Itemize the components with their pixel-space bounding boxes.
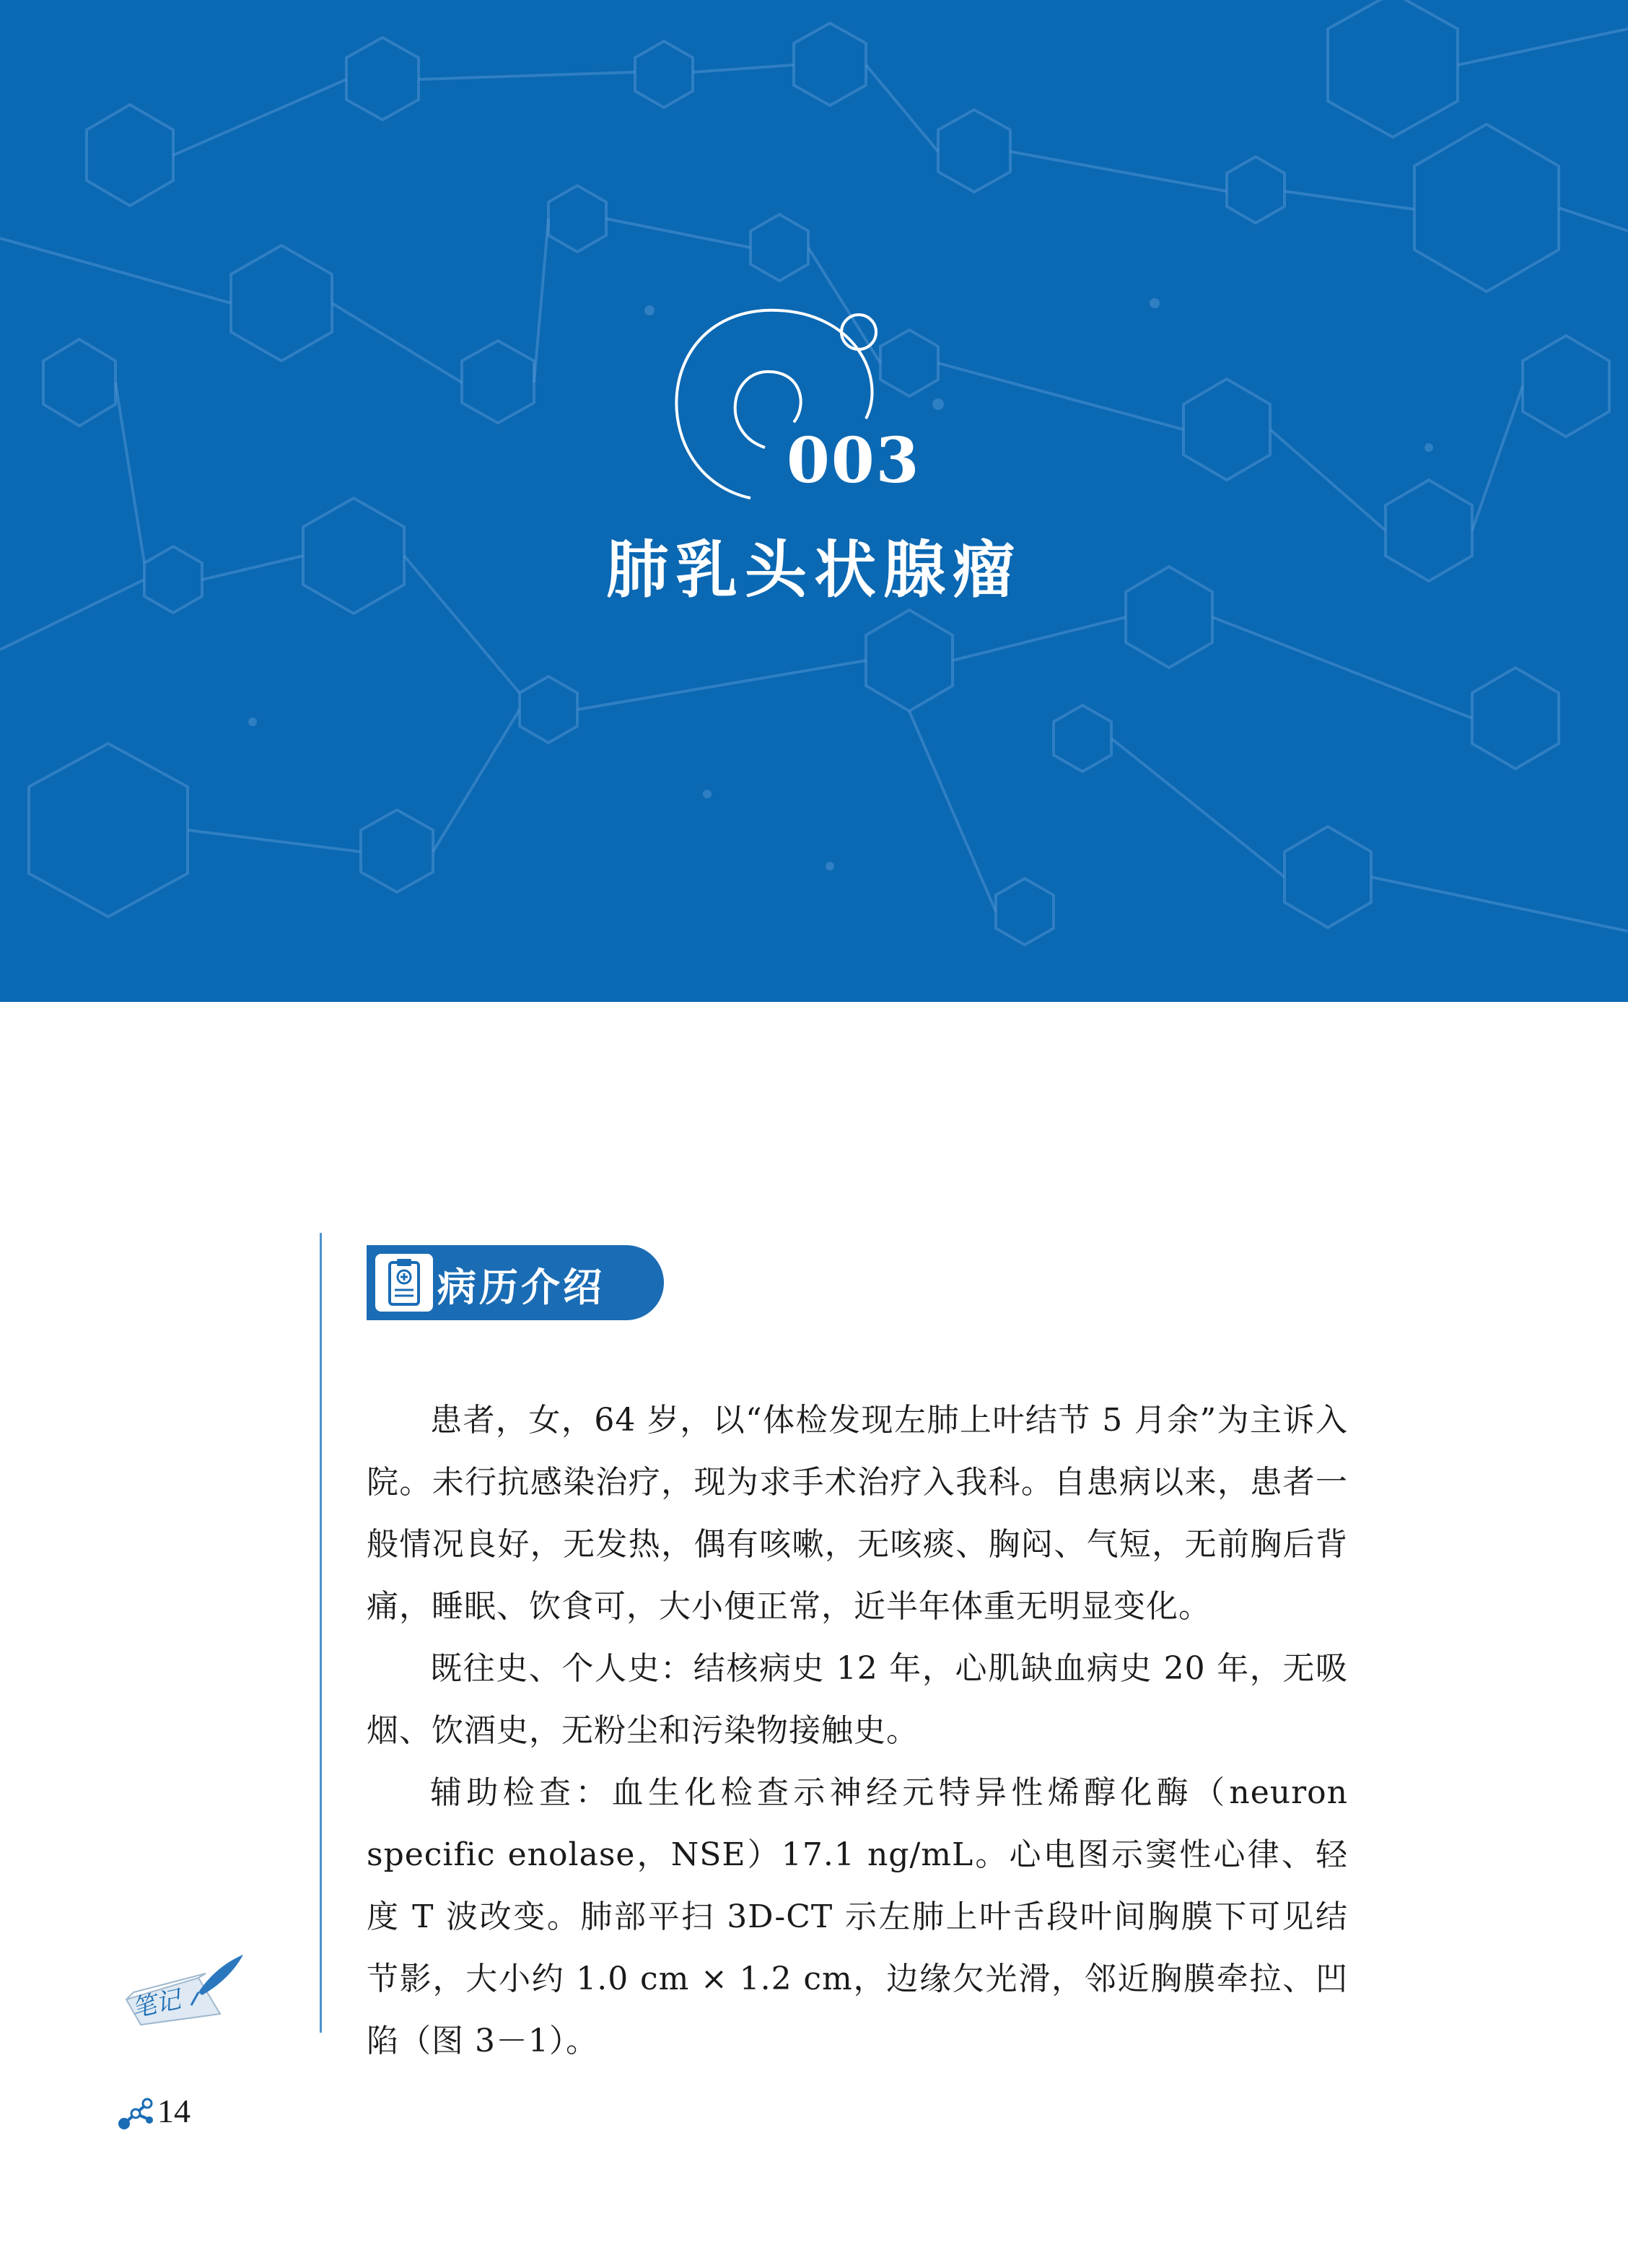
notes-pen-icon	[112, 1949, 249, 2028]
case-text-body	[367, 1390, 1348, 2072]
chapter-emblem-swirl	[0, 0, 1628, 1002]
chapter-number: 003	[787, 424, 921, 497]
paragraph-past-history: 既往史、个人史：结核病史 12 年，心肌缺血病史 20 年，无吸烟、饮酒史，无粉尘和污染物接触史。	[367, 1650, 1348, 1749]
notes-label: 笔记	[128, 1985, 183, 2024]
page-number: 14	[157, 2093, 191, 2129]
paragraph-auxiliary-exam: 辅助检查：血生化检查示神经元特异性烯醇化酶（neuron specific enolase，NSE）17.1 ng/mL。心电图示窦性心律、轻度 T 波改变。肺部平扫 3D-CT 示左肺上叶舌段叶间胸膜下可见结节影，大小约 1.0 cm × 1.2 cm，边缘欠光滑，邻近胸膜牵拉、凹陷（图 3－1）。	[367, 1774, 1348, 2059]
margin-divider-line	[320, 1233, 322, 2033]
molecule-icon	[115, 2095, 156, 2132]
section-title: 病历介绍	[437, 1265, 605, 1310]
medical-record-icon	[374, 1252, 434, 1313]
chapter-title: 肺乳头状腺瘤	[606, 534, 1022, 606]
chapter-header-banner	[0, 0, 1628, 1002]
paragraph-chief-complaint: 患者，女，64 岁，以“体检发现左肺上叶结节 5 月余”为主诉入院。未行抗感染治疗，现为求手术治疗入我科。自患病以来，患者一般情况良好，无发热，偶有咳嗽，无咳痰、胸闷、气短，无前胸后背痛，睡眠、饮食可，大小便正常，近半年体重无明显变化。	[367, 1402, 1348, 1625]
section-header-case-introduction	[367, 1245, 664, 1320]
